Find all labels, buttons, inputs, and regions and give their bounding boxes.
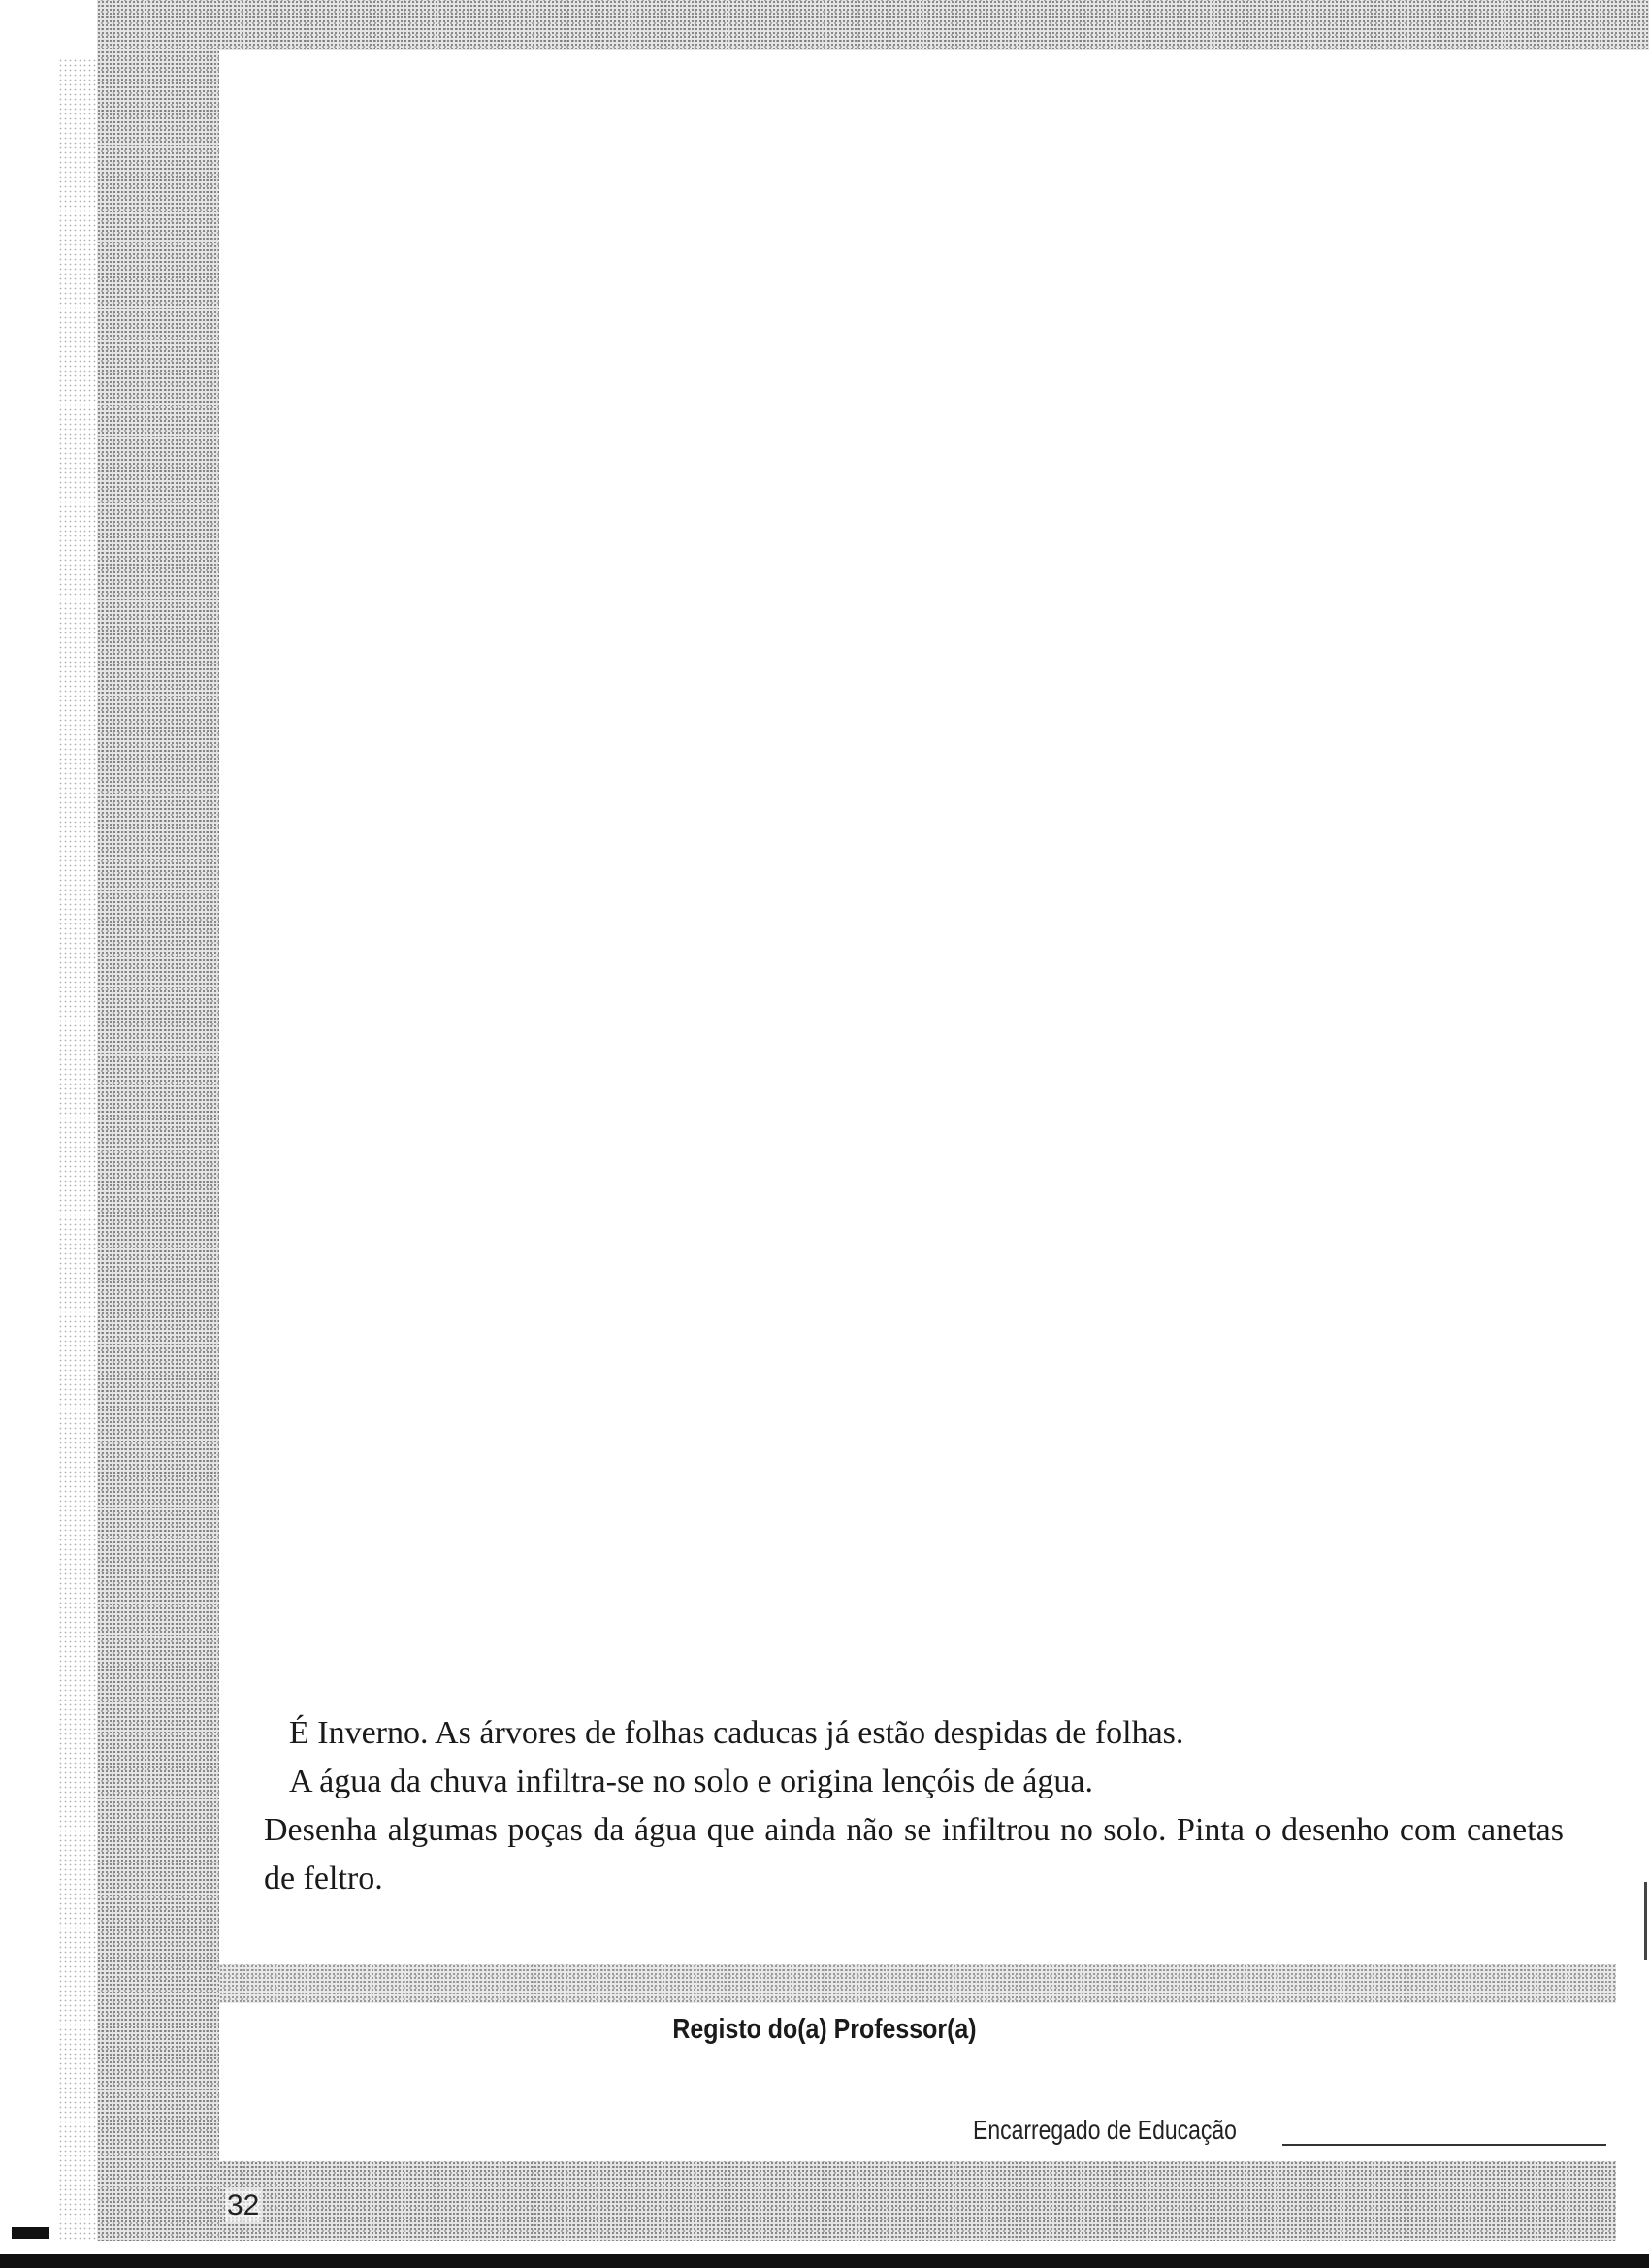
instruction-line-2: A água da chuva infiltra-se no solo e origina lençóis de água. [289, 1764, 1093, 1799]
border-divider-band [219, 1964, 1616, 2003]
guardian-signature-line[interactable] [1282, 2144, 1606, 2146]
instruction-line-3: Desenha algumas poças da água que ainda não se infiltrou no solo. Pinta o desenho com canetas de feltro. [264, 1812, 1564, 1896]
drawing-area[interactable] [219, 50, 1649, 1964]
border-shadow-left [58, 58, 102, 2241]
border-frame-left [97, 0, 219, 2241]
scan-bottom-edge [0, 2254, 1649, 2268]
instructions-text [264, 1709, 1564, 1903]
instruction-line-1: É Inverno. As árvores de folhas caducas já estão despidas de folhas. [289, 1715, 1184, 1751]
teacher-record-label: Registo do(a) Professor(a) [672, 2014, 977, 2045]
scan-corner-mark [12, 2227, 48, 2239]
guardian-label: Encarregado de Educação [973, 2115, 1237, 2145]
border-frame-top [97, 0, 1649, 50]
border-frame-bottom [219, 2161, 1616, 2241]
scan-right-edge [1644, 1882, 1647, 1960]
page-number: 32 [227, 2189, 260, 2221]
